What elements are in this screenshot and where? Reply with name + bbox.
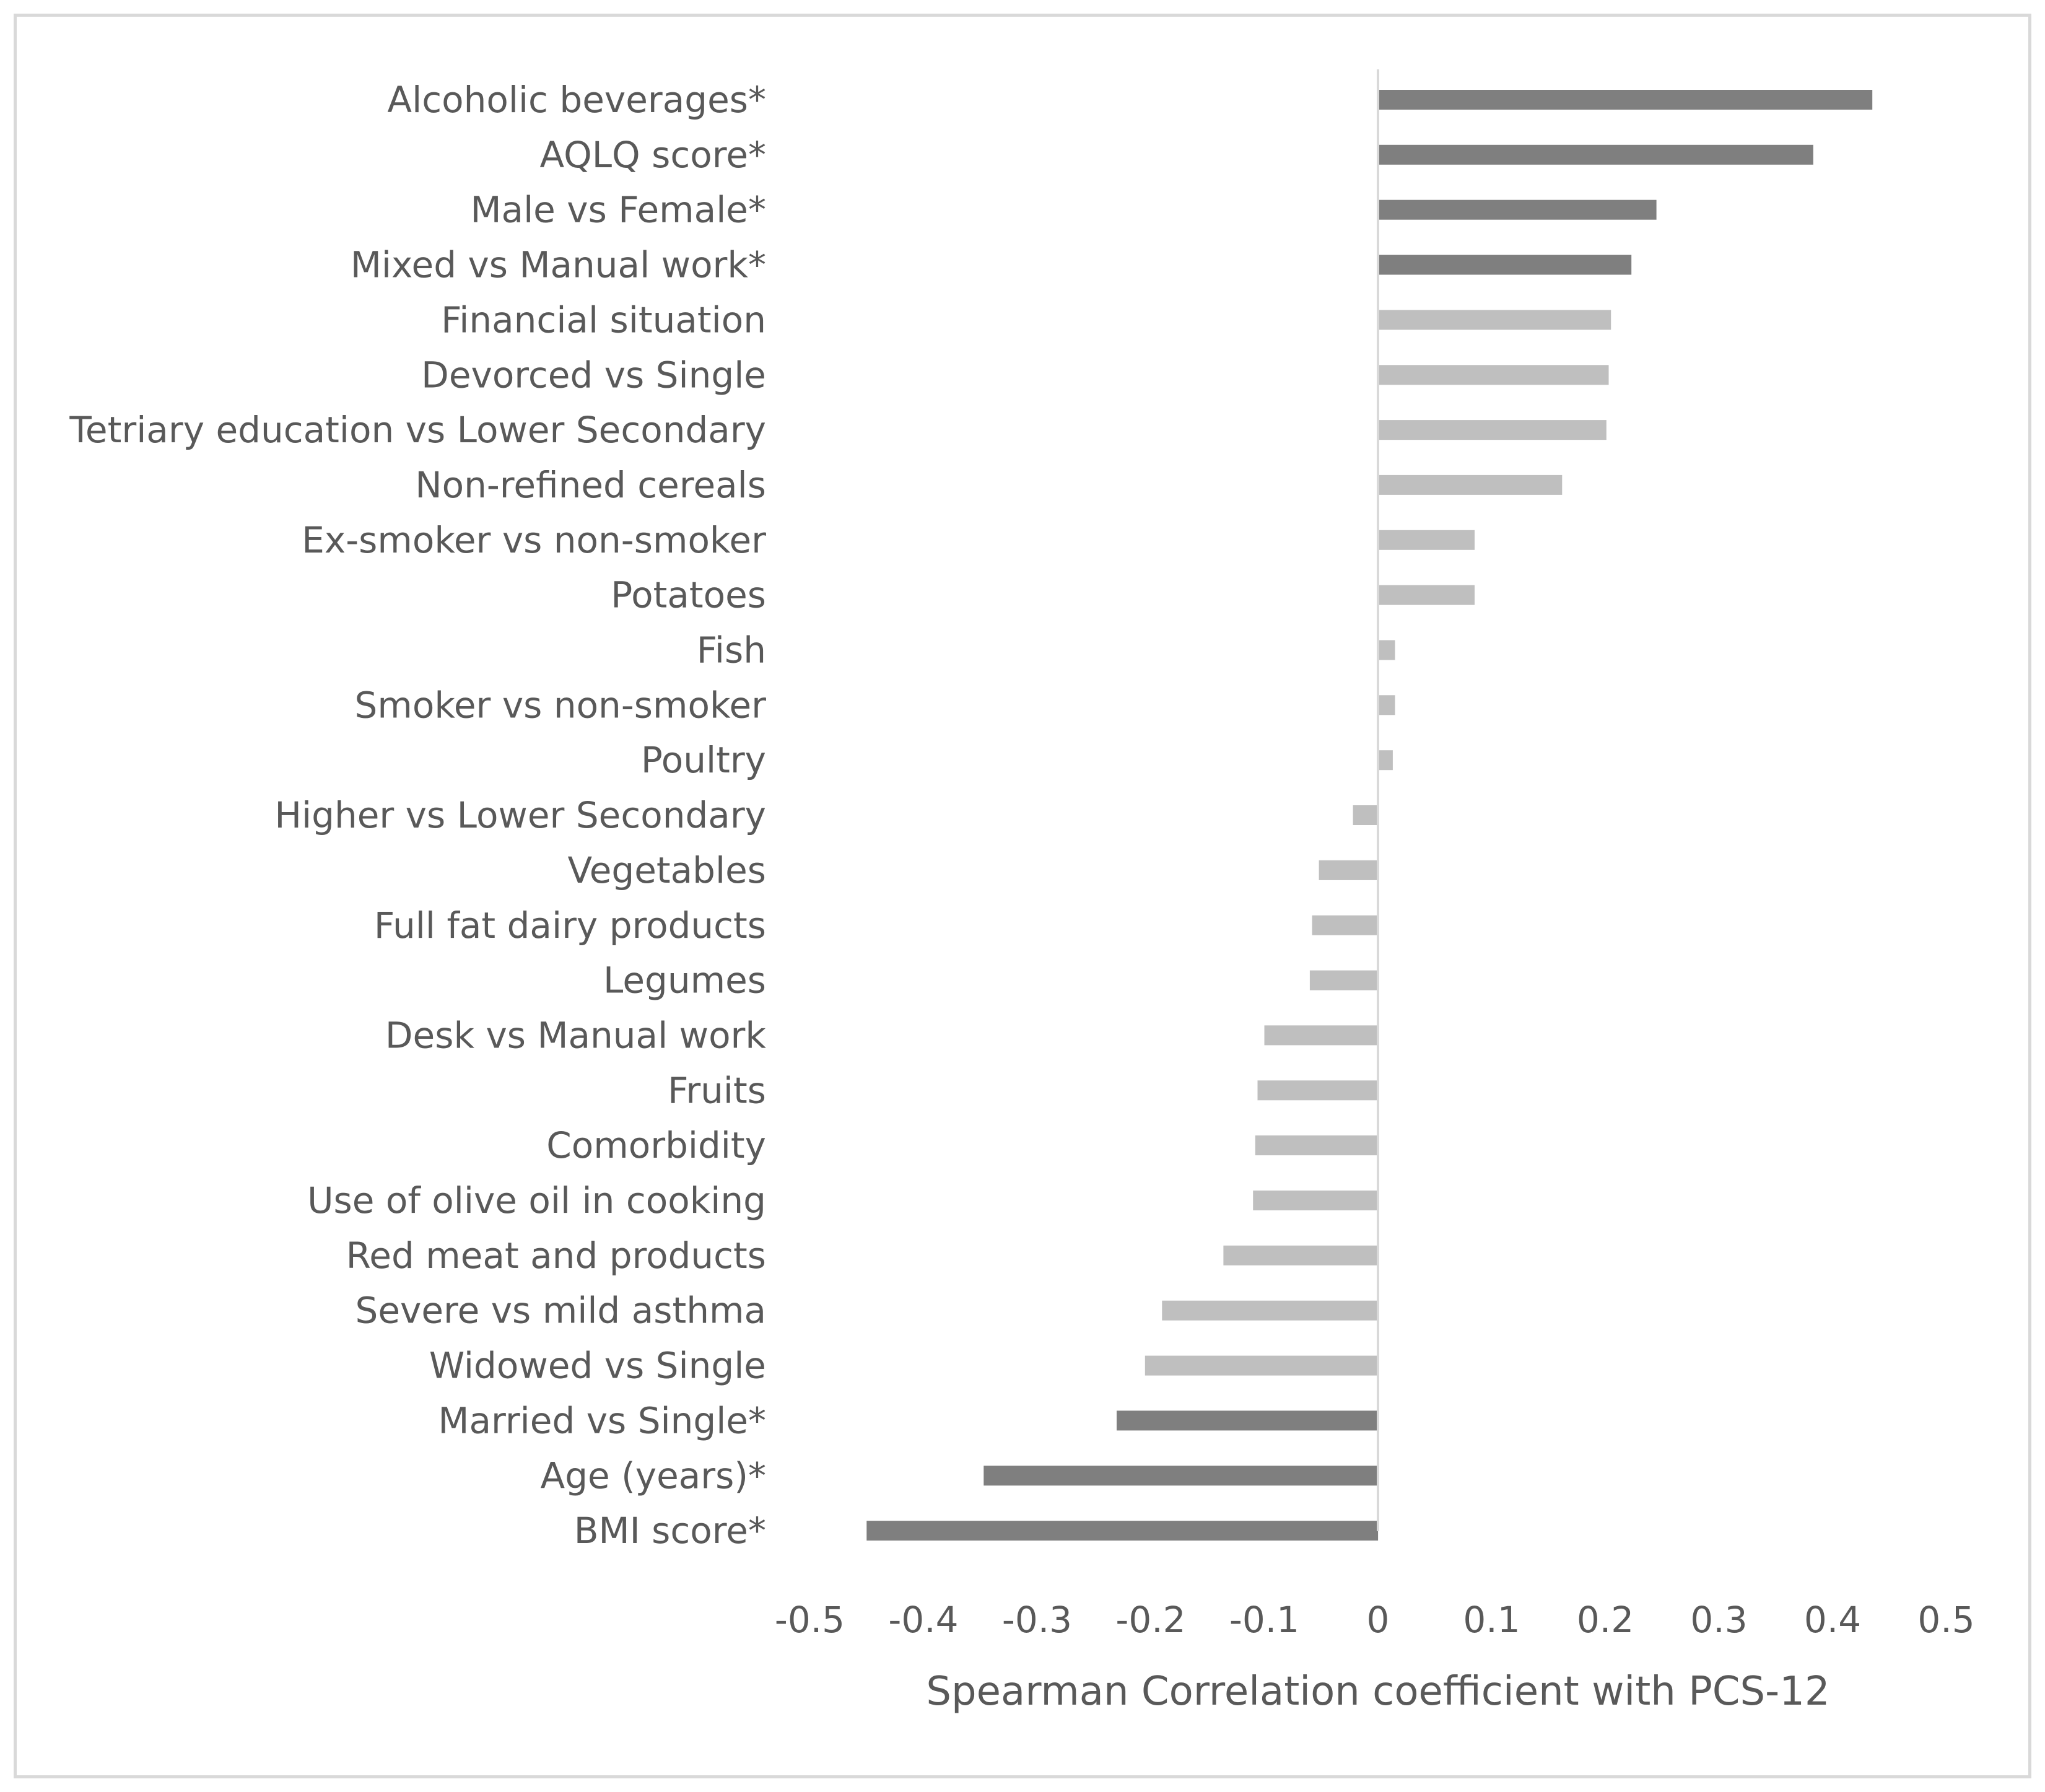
bar — [1353, 805, 1378, 825]
category-label: Fruits — [668, 1069, 766, 1112]
x-tick-label: -0.3 — [1001, 1599, 1073, 1641]
category-label: AQLQ score* — [539, 133, 766, 176]
category-label: Alcoholic beverages* — [387, 79, 766, 121]
bar — [1378, 420, 1607, 440]
x-tick-label: 0.4 — [1803, 1599, 1862, 1641]
bar — [1378, 530, 1475, 550]
category-label: Tetriary education vs Lower Secondary — [69, 409, 766, 452]
category-label: Desk vs Manual work — [385, 1014, 766, 1057]
category-label: Use of olive oil in cooking — [307, 1179, 766, 1222]
category-label: Fish — [696, 629, 766, 671]
category-label: Devorced vs Single — [421, 354, 766, 396]
category-label: Full fat dairy products — [373, 904, 766, 946]
category-label: Married vs Single* — [438, 1399, 766, 1442]
bar — [1378, 585, 1475, 605]
category-label: BMI score* — [573, 1510, 766, 1552]
bar — [866, 1521, 1378, 1541]
bar — [1378, 695, 1395, 715]
bars-layer — [866, 90, 1872, 1541]
category-label: Non-refined cereals — [415, 463, 766, 506]
correlation-bar-chart — [17, 17, 2034, 1781]
x-tick-label: 0.3 — [1690, 1599, 1748, 1641]
category-label: Widowed vs Single — [429, 1344, 766, 1387]
x-tick-label: 0.1 — [1463, 1599, 1520, 1641]
bar — [1378, 640, 1395, 660]
x-tick-label: 0.2 — [1576, 1599, 1634, 1641]
bar — [1312, 916, 1378, 935]
x-tick-label: -0.2 — [1115, 1599, 1186, 1641]
bar — [1223, 1246, 1378, 1265]
category-label: Red meat and products — [346, 1234, 766, 1277]
x-tick-label: -0.5 — [774, 1599, 845, 1641]
x-tick-label: 0.5 — [1917, 1599, 1975, 1641]
bar — [1145, 1356, 1378, 1376]
x-tick-label: -0.1 — [1229, 1599, 1300, 1641]
bar — [1319, 860, 1378, 880]
category-label: Legumes — [603, 959, 766, 1002]
bar — [1253, 1191, 1378, 1210]
category-label: Smoker vs non-smoker — [354, 684, 766, 727]
bar — [1255, 1135, 1378, 1155]
category-label: Ex-smoker vs non-smoker — [302, 518, 766, 561]
category-label: Male vs Female* — [470, 188, 766, 231]
bar — [1265, 1025, 1379, 1045]
bar — [983, 1466, 1378, 1485]
category-label: Vegetables — [567, 849, 766, 891]
bar — [1378, 475, 1562, 495]
category-label: Age (years)* — [540, 1454, 766, 1497]
bar — [1378, 90, 1872, 110]
bar — [1378, 255, 1631, 275]
category-label: Higher vs Lower Secondary — [274, 794, 766, 836]
category-labels — [69, 79, 766, 1552]
bar — [1162, 1301, 1378, 1321]
bar — [1378, 310, 1611, 330]
bar — [1378, 200, 1657, 220]
x-tick-label: 0 — [1366, 1599, 1390, 1641]
category-label: Comorbidity — [546, 1124, 766, 1167]
chart-frame — [14, 14, 2031, 1778]
category-label: Mixed vs Manual work* — [350, 243, 766, 286]
bar — [1378, 750, 1393, 770]
x-axis-title: Spearman Correlation coefficient with PCS-12 — [926, 1669, 1830, 1715]
x-tick-labels — [775, 1599, 1975, 1641]
x-tick-label: -0.4 — [888, 1599, 959, 1641]
category-label: Severe vs mild asthma — [355, 1289, 766, 1332]
category-label: Poultry — [640, 739, 766, 782]
category-label: Potatoes — [611, 574, 766, 616]
bar — [1378, 145, 1813, 165]
bar — [1310, 971, 1378, 990]
category-label: Financial situation — [441, 299, 766, 341]
bar — [1117, 1410, 1378, 1430]
bar — [1258, 1080, 1379, 1100]
bar — [1378, 365, 1609, 385]
